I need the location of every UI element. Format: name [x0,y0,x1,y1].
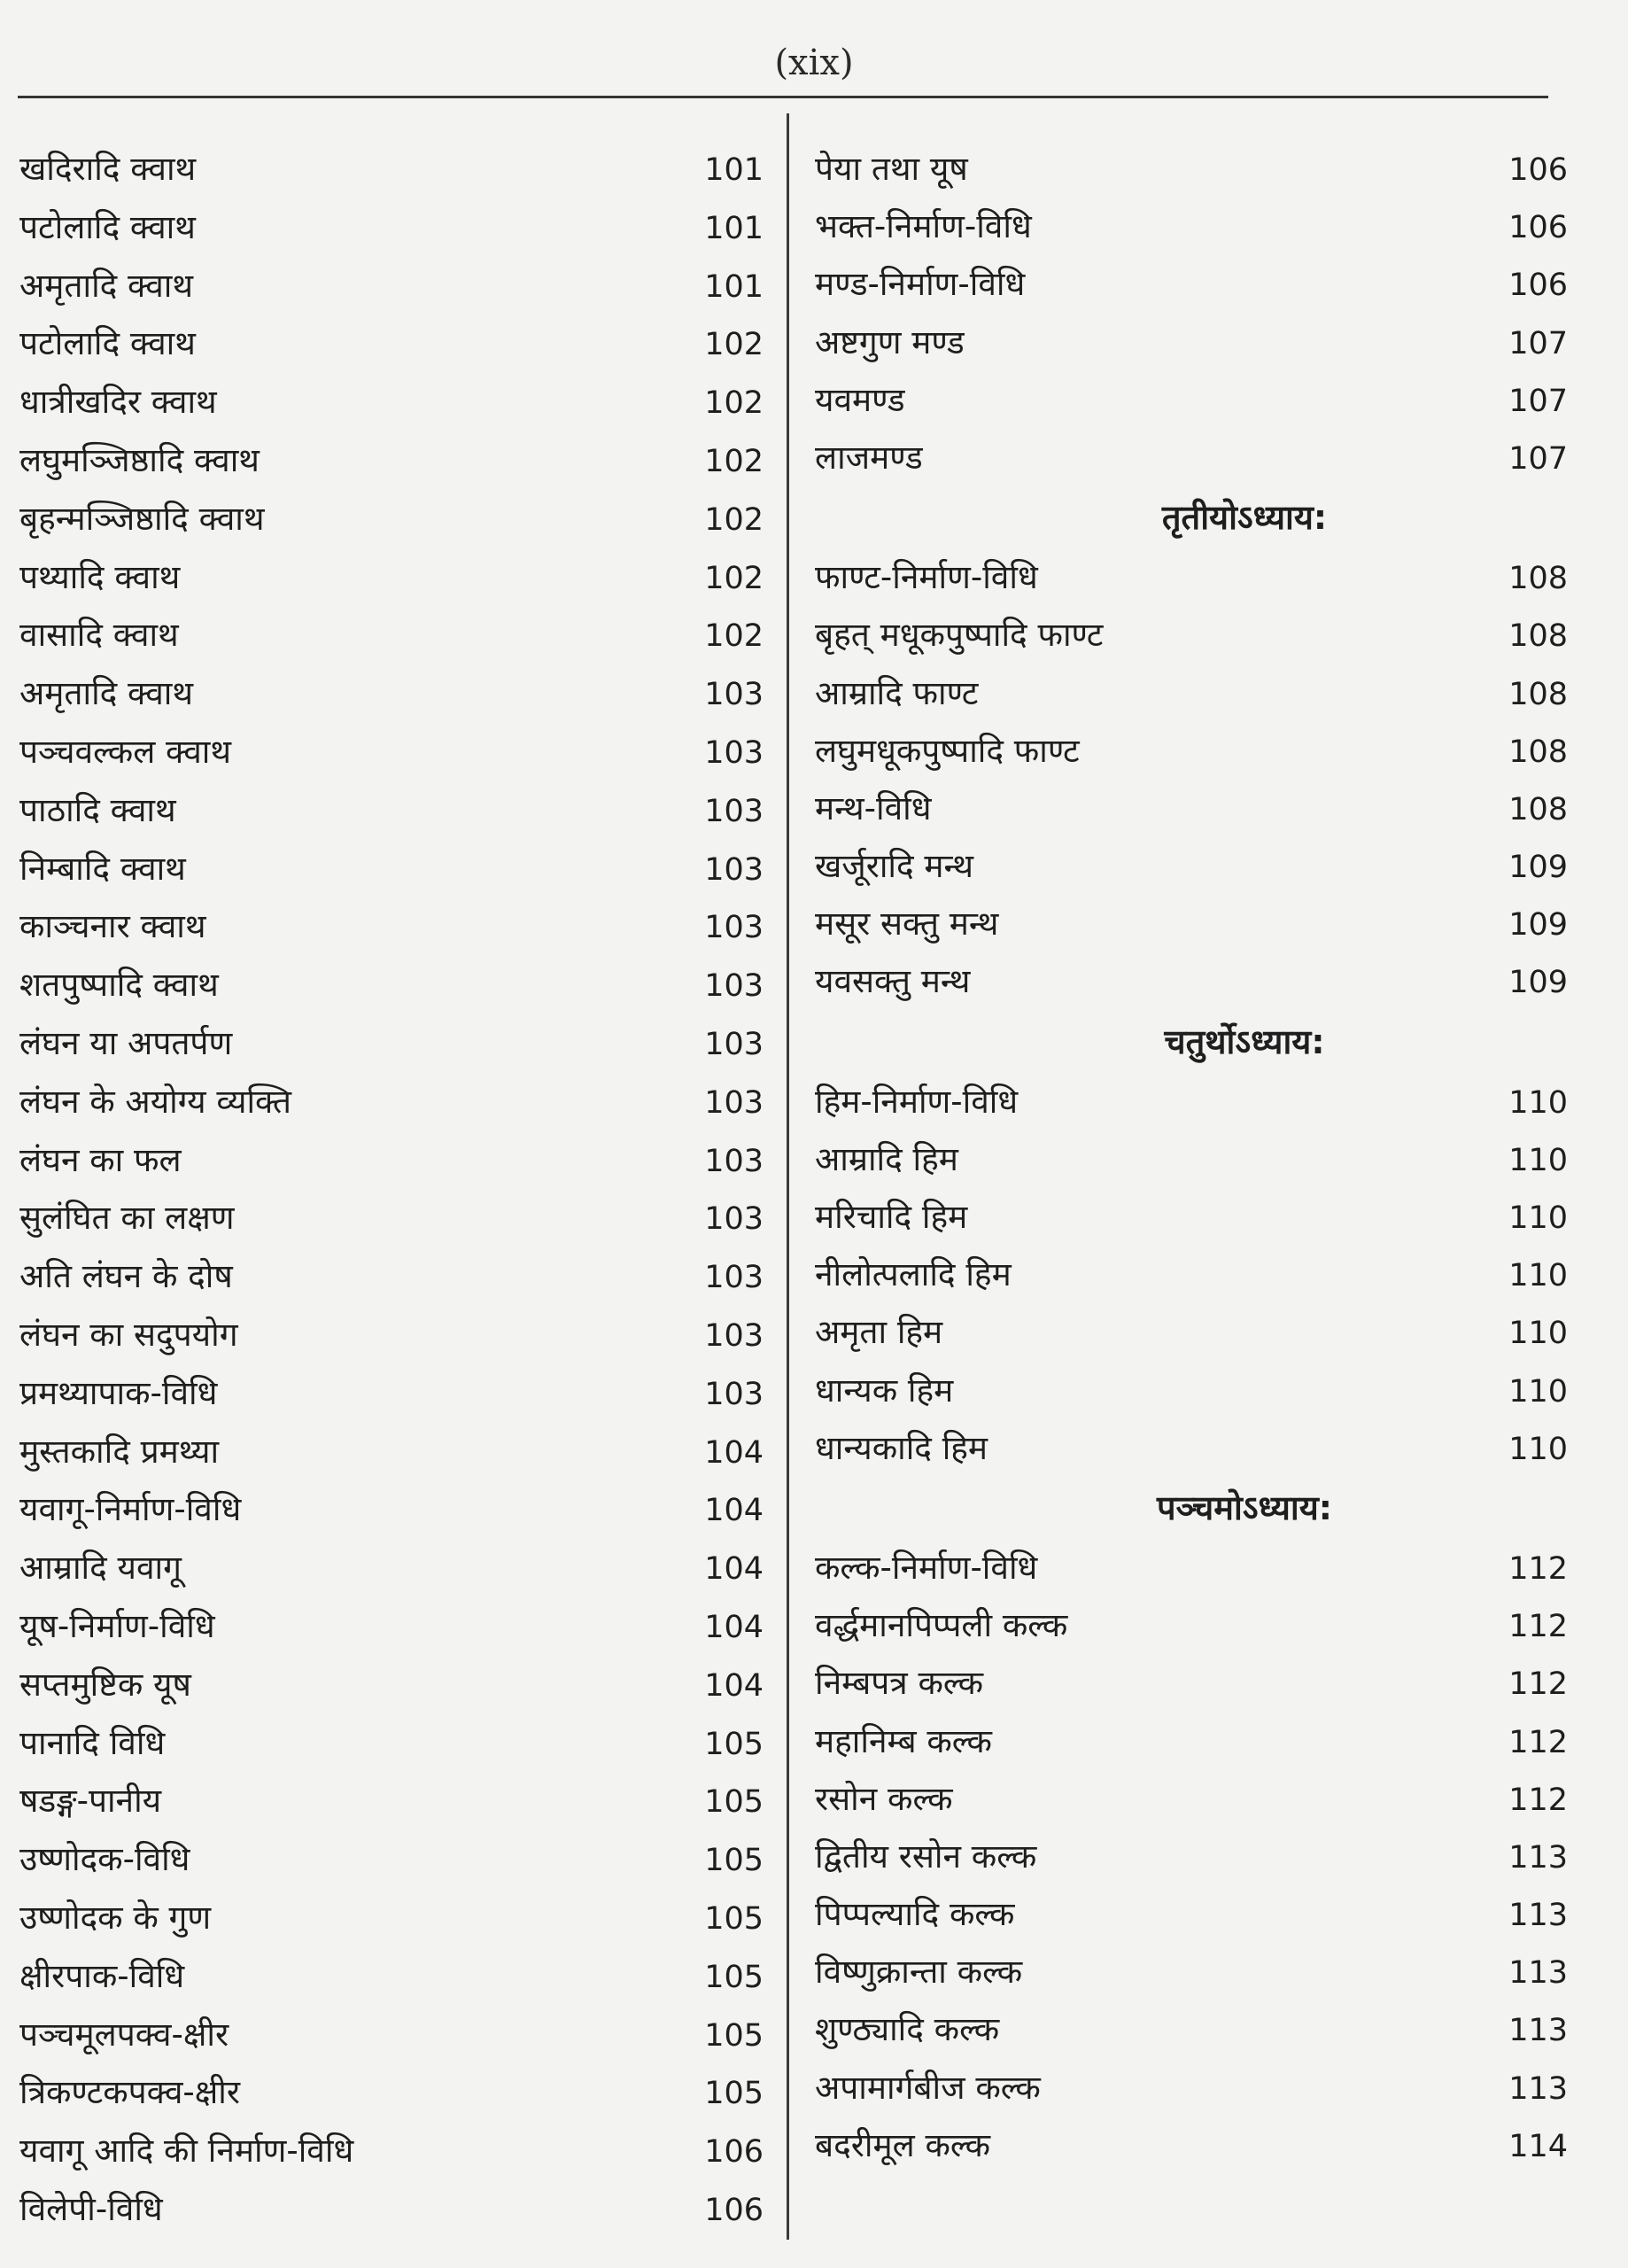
toc-entry-title: निम्बपत्र कल्क [815,1664,983,1703]
toc-entry [815,1885,1568,1943]
toc-entry [19,723,764,781]
toc-entry [815,255,1568,313]
toc-entry-title: बदरीमूल कल्क [815,2125,990,2164]
toc-entry-page: 101 [704,268,764,305]
chapter-heading: पञ्चमोऽध्याय: [1157,1487,1332,1527]
toc-entry-page: 109 [1508,850,1568,886]
toc-entry [19,2006,764,2064]
toc-entry [19,1423,764,1481]
toc-entry [815,2117,1568,2174]
toc-entry-title: वासादि क्वाथ [19,616,179,655]
toc-entry-title: खर्जूरादि मन्थ [815,847,974,886]
toc-entry-title: मसूर सक्तु मन्थ [815,905,999,944]
toc-entry-page: 113 [1508,1955,1568,1992]
toc-entry-page: 108 [1508,734,1568,770]
toc-entry-title: अपामार्गबीज कल्क [815,2068,1041,2107]
toc-entry [19,1247,764,1306]
toc-entry-title: महानिम्ब कल्क [815,1721,992,1760]
toc-entry-page: 105 [704,1900,764,1937]
toc-entry [815,1539,1568,1596]
toc-entry-title: धात्रीखदिर क्वाथ [19,383,217,422]
toc-entry [815,1130,1568,1188]
toc-entry-page: 110 [1508,1258,1568,1294]
toc-entry [19,1947,764,2006]
toc-entry-title: मुस्तकादि प्रमथ्या [19,1432,220,1471]
toc-entry [19,548,764,607]
chapter-heading: चतुर्थोऽध्याय: [1164,1021,1325,1061]
toc-entry-title: आम्रादि हिम [815,1139,958,1178]
toc-entry-page: 103 [704,1201,764,1238]
toc-entry-page: 108 [1508,618,1568,655]
toc-entry-page: 103 [704,1084,764,1121]
toc-entry-title: अमृता हिम [815,1313,943,1352]
toc-entry [815,1713,1568,1770]
toc-entry [19,1889,764,1947]
toc-entry-title: नीलोत्पलादि हिम [815,1255,1012,1294]
toc-entry-page: 102 [704,501,764,538]
toc-entry-page: 102 [704,560,764,596]
toc-entry [19,1189,764,1247]
toc-entry-title: वर्द्धमानपिप्पली कल्क [815,1606,1068,1645]
toc-entry-title: बृहन्मञ्जिष्ठादि क्वाथ [19,499,265,538]
toc-entry-page: 113 [1508,2070,1568,2107]
toc-entry-title: द्वितीय रसोन कल्क [815,1837,1037,1876]
toc-entry-title: अमृतादि क्वाथ [19,266,194,305]
toc-entry-page: 105 [704,1784,764,1821]
toc-entry-title: त्रिकण्टकपक्व-क्षीर [19,2073,241,2112]
toc-entry [19,1014,764,1073]
toc-entry-page: 109 [1508,965,1568,1001]
toc-entry-title: लंघन या अपतर्पण [19,1023,233,1062]
toc-entry-title: कल्क-निर्माण-विधि [815,1548,1038,1587]
toc-entry [815,895,1568,952]
toc-entry-page: 110 [1508,1200,1568,1236]
toc-entry-title: पिप्पल्यादि कल्क [815,1895,1015,1934]
toc-entry-page: 104 [704,1667,764,1704]
toc-entry-page: 112 [1508,1609,1568,1645]
toc-entry [815,1828,1568,1885]
toc-entry-page: 108 [1508,676,1568,712]
toc-entry-title: उष्णोदक-विधि [19,1840,190,1879]
left-contents-column [19,140,764,2239]
toc-entry [19,198,764,257]
toc-entry-page: 102 [704,327,764,363]
toc-entry-title: पाठादि क्वाथ [19,790,176,829]
toc-entry-title: आम्रादि फाण्ट [815,673,979,712]
toc-entry-title: निम्बादि क्वाथ [19,849,186,888]
toc-entry-page: 112 [1508,1724,1568,1760]
toc-entry [19,606,764,664]
toc-entry-title: पानादि विधि [19,1723,166,1762]
toc-entry-page: 106 [1508,268,1568,304]
toc-entry-page: 102 [704,443,764,479]
toc-entry-page: 110 [1508,1373,1568,1410]
toc-entry-page: 101 [704,210,764,246]
toc-entry [815,1596,1568,1654]
toc-entry-page: 108 [1508,791,1568,827]
toc-entry [815,1419,1568,1477]
toc-entry [815,2000,1568,2058]
toc-entry-page: 110 [1508,1142,1568,1178]
toc-entry-title: पटोलादि क्वाथ [19,207,196,246]
toc-entry [815,1188,1568,1246]
toc-entry-page: 103 [704,968,764,1005]
toc-entry-title: शुण्ठ्यादि कल्क [815,2010,1000,2049]
page-number: (xix) [774,43,854,83]
toc-entry-title: लंघन के अयोग्य व्यक्ति [19,1082,291,1121]
toc-entry [19,956,764,1014]
toc-entry-page: 109 [1508,907,1568,944]
toc-entry-page: 105 [704,2017,764,2054]
toc-entry-page: 106 [704,2192,764,2228]
toc-entry-title: बृहत् मधूकपुष्पादि फाण्ट [815,616,1104,655]
toc-entry [19,1306,764,1364]
toc-entry [19,1073,764,1131]
toc-entry-title: पटोलादि क्वाथ [19,324,196,363]
toc-entry-page: 104 [704,1493,764,1529]
toc-entry-title: प्रमथ्यापाक-विधि [19,1373,218,1412]
toc-entry [815,1943,1568,2000]
toc-entry-title: आम्रादि यवागू [19,1549,182,1588]
toc-entry [815,198,1568,255]
toc-entry [815,952,1568,1010]
toc-entry-title: शतपुष्पादि क्वाथ [19,966,219,1005]
toc-entry [19,1772,764,1830]
toc-entry [19,490,764,548]
toc-entry-page: 104 [704,1434,764,1471]
toc-entry-title: मरिचादि हिम [815,1198,968,1236]
toc-entry [19,373,764,431]
toc-entry-title: रसोन कल्क [815,1779,953,1818]
toc-entry-page: 103 [704,1260,764,1296]
toc-entry-page: 107 [1508,325,1568,361]
toc-entry-page: 114 [1508,2128,1568,2164]
toc-entry-title: पञ्चवल्कल क्वाथ [19,732,232,771]
toc-entry-title: काञ्चनार क्वाथ [19,907,206,946]
toc-entry [19,1539,764,1597]
toc-entry-title: भक्त-निर्माण-विधि [815,207,1032,246]
toc-entry [815,548,1568,606]
toc-entry-page: 103 [704,1143,764,1179]
toc-entry-title: यवागू-निर्माण-विधि [19,1490,242,1529]
toc-entry [19,664,764,723]
toc-entry-title: यूष-निर्माण-विधि [19,1606,215,1645]
toc-entry [815,2059,1568,2117]
toc-entry [815,606,1568,664]
toc-entry-page: 103 [704,851,764,888]
toc-entry-title: यवसक्तु मन्थ [815,962,971,1001]
column-divider [787,113,789,2240]
toc-entry-title: धान्यक हिम [815,1371,954,1410]
toc-entry-page: 108 [1508,561,1568,597]
toc-entry-page: 105 [704,2076,764,2112]
toc-entry [815,140,1568,198]
toc-entry-page: 104 [704,1551,764,1588]
toc-entry [19,1656,764,1714]
toc-entry-title: लाजमण्ड [815,438,923,477]
toc-entry-title: लंघन का सदुपयोग [19,1315,238,1354]
toc-entry [19,2122,764,2180]
toc-entry [815,314,1568,371]
toc-entry [815,780,1568,837]
toc-entry-page: 110 [1508,1316,1568,1352]
toc-entry-title: फाण्ट-निर्माण-विधि [815,558,1038,597]
toc-entry-title: षडङ्ग-पानीय [19,1782,162,1821]
toc-entry-title: पथ्यादि क्वाथ [19,557,181,596]
toc-entry-title: धान्यकादि हिम [815,1428,988,1467]
toc-entry-title: सप्तमुष्टिक यूष [19,1665,191,1704]
toc-entry-page: 112 [1508,1550,1568,1587]
toc-entry-title: पञ्चमूलपक्व-क्षीर [19,2015,229,2054]
toc-entry [19,257,764,315]
toc-entry-page: 103 [704,910,764,946]
toc-entry-page: 113 [1508,1898,1568,1934]
toc-entry-page: 112 [1508,1782,1568,1818]
toc-entry-title: अमृतादि क्वाथ [19,674,194,713]
toc-entry [815,1362,1568,1419]
toc-entry [19,1597,764,1656]
toc-entry-page: 112 [1508,1666,1568,1703]
toc-entry [815,429,1568,486]
toc-entry-title: विलेपी-विधि [19,2189,163,2228]
toc-entry [19,2180,764,2239]
toc-entry-page: 103 [704,734,764,771]
right-contents-column [815,140,1568,2174]
toc-entry-page: 105 [704,1843,764,1879]
toc-entry-page: 103 [704,793,764,829]
toc-entry [19,840,764,898]
toc-entry-page: 105 [704,1726,764,1762]
toc-entry-page: 101 [704,152,764,188]
toc-entry [19,1830,764,1889]
toc-entry-page: 102 [704,385,764,422]
toc-entry [19,1480,764,1539]
toc-entry-page: 113 [1508,2013,1568,2049]
toc-entry [815,1654,1568,1712]
toc-entry-title: मण्ड-निर्माण-विधि [815,265,1026,304]
toc-entry [815,1246,1568,1303]
toc-entry-page: 105 [704,1959,764,1995]
toc-entry-title: उष्णोदक के गुण [19,1898,212,1937]
toc-entry-title: यवागू आदि की निर्माण-विधि [19,2132,354,2171]
toc-entry [19,2063,764,2122]
toc-entry-title: क्षीरपाक-विधि [19,1956,185,1995]
toc-entry-page: 106 [1508,152,1568,188]
toc-entry [815,664,1568,722]
toc-entry-page: 102 [704,618,764,655]
toc-entry-title: यवमण्ड [815,380,905,419]
toc-entry-title: लघुमधूकपुष्पादि फाण्ट [815,731,1080,770]
chapter-heading: तृतीयोऽध्याय: [1161,498,1328,538]
toc-entry-page: 107 [1508,383,1568,419]
toc-entry-title: अष्टगुण मण्ड [815,322,965,361]
toc-entry [19,897,764,956]
toc-entry-title: विष्णुक्रान्ता कल्क [815,1953,1023,1992]
toc-entry [19,431,764,490]
toc-entry-title: सुलंघित का लक्षण [19,1199,235,1238]
toc-entry [19,315,764,373]
toc-entry [815,371,1568,429]
toc-entry-page: 103 [704,1317,764,1354]
toc-entry-page: 107 [1508,440,1568,477]
toc-entry [815,722,1568,780]
toc-entry-page: 103 [704,1376,764,1412]
toc-entry-page: 103 [704,1026,764,1062]
toc-entry-title: अति लंघन के दोष [19,1257,233,1296]
toc-entry [815,1770,1568,1828]
toc-entry [19,1131,764,1190]
toc-entry-title: मन्थ-विधि [815,788,932,827]
toc-entry-title: लघुमञ्जिष्ठादि क्वाथ [19,440,260,479]
toc-entry [815,1303,1568,1361]
toc-entry [19,781,764,840]
toc-entry [815,1073,1568,1130]
toc-entry [19,140,764,198]
toc-entry-title: पेया तथा यूष [815,150,968,188]
toc-entry-page: 103 [704,677,764,713]
toc-entry-page: 110 [1508,1431,1568,1467]
toc-entry [815,837,1568,895]
top-divider [18,96,1548,98]
toc-entry-title: लंघन का फल [19,1140,182,1179]
toc-entry-page: 104 [704,1609,764,1645]
toc-entry [19,1714,764,1773]
toc-entry-page: 106 [704,2134,764,2171]
toc-entry-page: 113 [1508,1839,1568,1876]
toc-entry-title: हिम-निर्माण-विधि [815,1082,1019,1121]
toc-entry-page: 106 [1508,210,1568,246]
toc-entry-page: 110 [1508,1084,1568,1121]
toc-entry [19,1364,764,1423]
toc-entry-title: खदिरादि क्वाथ [19,150,197,188]
